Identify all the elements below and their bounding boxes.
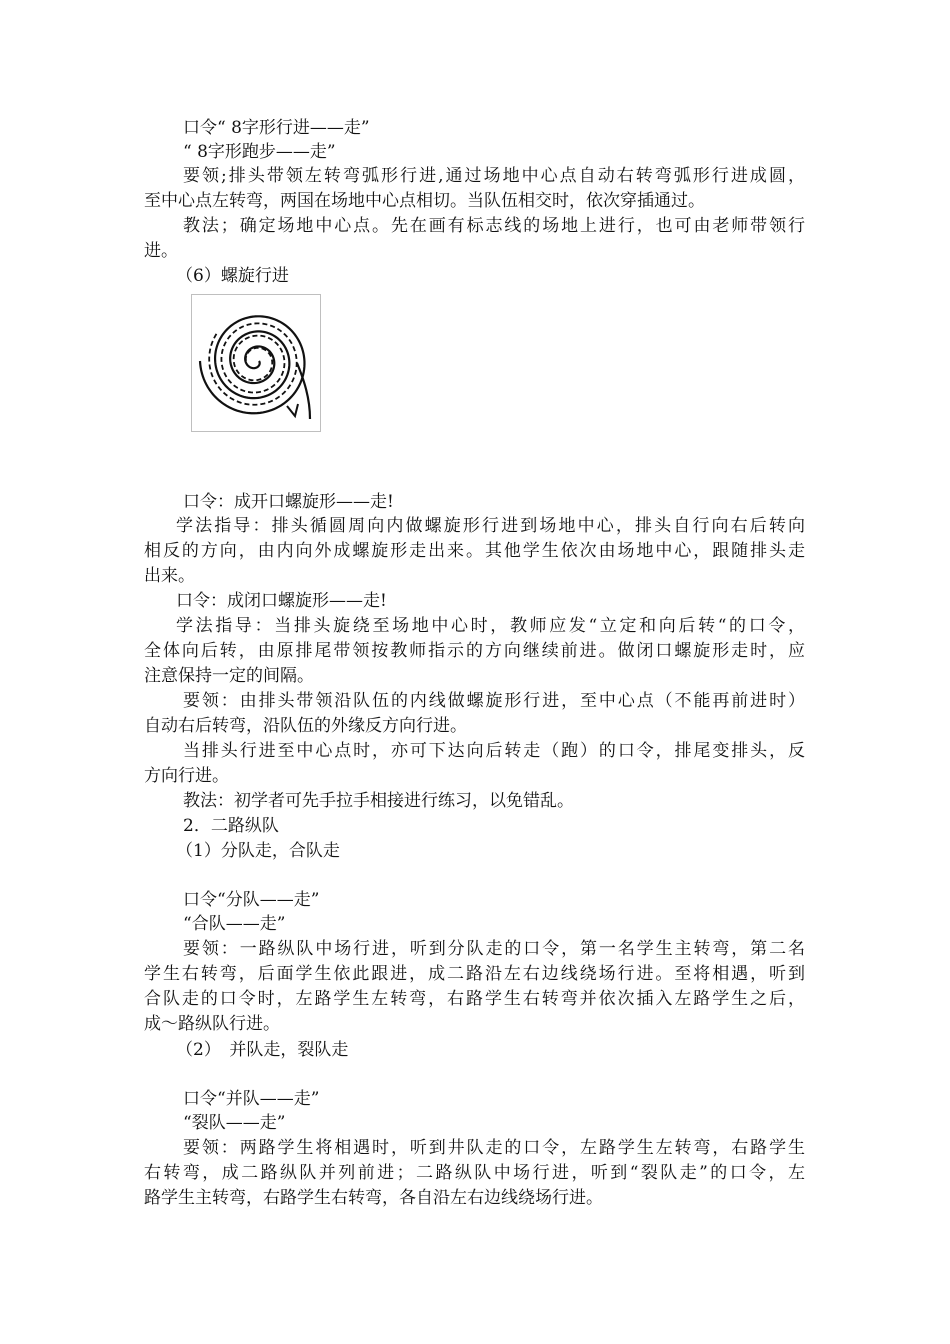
- text-line: 教法；确定场地中心点。先在画有标志线的场地上进行，也可由老师带领行: [183, 216, 805, 236]
- text-line: “裂队——走”: [183, 1113, 286, 1133]
- text-line: 学法指导：当排头旋绕至场地中心时，教师应发“立定和向后转“的口令，: [176, 616, 805, 636]
- text-line: 自动右后转弯，沿队伍的外缘反方向行进。: [144, 716, 467, 736]
- text-line: 出来。: [144, 566, 195, 586]
- text-line: 要领;排头带领左转弯弧形行进,通过场地中心点自动右转弯弧形行进成圆，: [183, 166, 805, 186]
- text-line: 右转弯，成二路纵队并列前进；二路纵队中场行进，听到“裂队走”的口令，左: [144, 1163, 805, 1183]
- text-line: 口令“ 8字形行进——走”: [183, 118, 370, 138]
- text-line: 当排头行进至中心点时，亦可下达向后转走（跑）的口令，排尾变排头，反: [183, 741, 805, 761]
- section-heading: （6）螺旋行进: [176, 266, 289, 286]
- text-line: 相反的方向，由内向外成螺旋形走出来。其他学生依次由场地中心，跟随排头走: [144, 541, 805, 561]
- text-line: “合队——走”: [183, 914, 286, 934]
- text-line: 要领：两路学生将相遇时，听到井队走的口令，左路学生左转弯，右路学生: [183, 1138, 805, 1158]
- text-line: 口令：成开口螺旋形——走!: [183, 492, 394, 512]
- text-line: 教法：初学者可先手拉手相接进行练习，以免错乱。: [183, 791, 574, 811]
- section-heading: （2） 并队走，裂队走: [176, 1040, 349, 1060]
- text-line: 合队走的口令时，左路学生左转弯，右路学生右转弯并依次插入左路学生之后，: [144, 989, 805, 1009]
- text-line: 路学生主转弯，右路学生右转弯，各自沿左右边线绕场行进。: [144, 1188, 603, 1208]
- text-line: 要领：一路纵队中场行进，听到分队走的口令，第一名学生主转弯，第二名: [183, 939, 805, 959]
- text-line: 注意保持一定的间隔。: [144, 666, 314, 686]
- text-line: 口令“分队——走”: [183, 890, 320, 910]
- text-line: 要领：由排头带领沿队伍的内线做螺旋形行进，至中心点（不能再前进时）: [183, 691, 805, 711]
- section-heading: （1）分队走，合队走: [176, 841, 340, 861]
- text-line: 方向行进。: [144, 766, 229, 786]
- text-line: 至中心点左转弯，两国在场地中心点相切。当队伍相交时，依次穿插通过。: [144, 191, 705, 211]
- spiral-diagram: [191, 294, 321, 432]
- text-line: 口令“并队——走”: [183, 1089, 320, 1109]
- text-line: 学生右转弯，后面学生依此跟进，成二路沿左右边线绕场行进。至将相遇，听到: [144, 964, 805, 984]
- spiral-icon: [192, 295, 320, 431]
- section-heading: 2．二路纵队: [183, 816, 279, 836]
- text-line: 进。: [144, 241, 178, 261]
- text-line: 口令：成闭口螺旋形——走!: [176, 591, 387, 611]
- text-line: 成～路纵队行进。: [144, 1014, 280, 1034]
- text-line: “ 8字形跑步——走”: [183, 142, 336, 162]
- text-line: 全体向后转，由原排尾带领按教师指示的方向继续前进。做闭口螺旋形走时，应: [144, 641, 805, 661]
- text-line: 学法指导：排头循圆周向内做螺旋形行进到场地中心，排头自行向右后转向: [176, 516, 805, 536]
